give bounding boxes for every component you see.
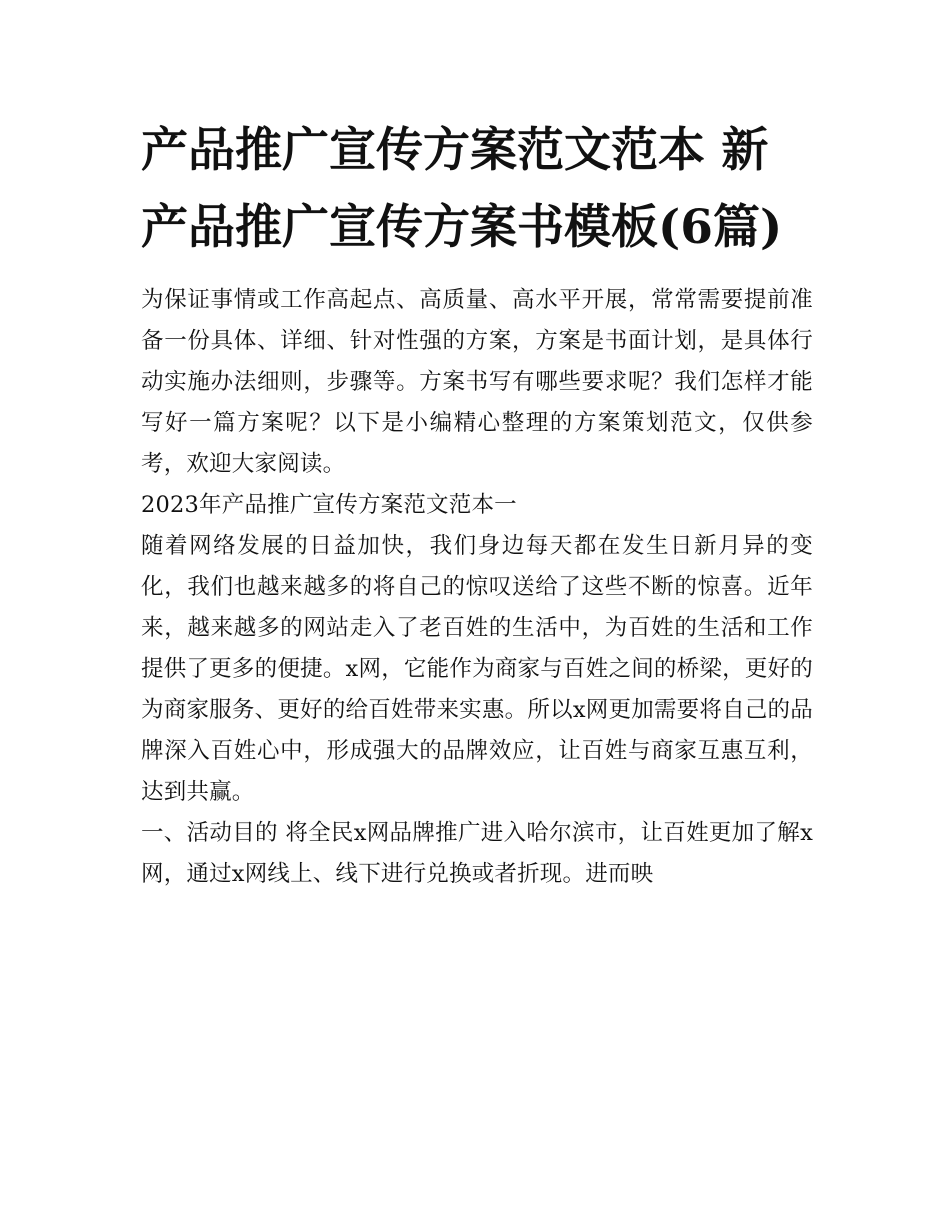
document-title: 产品推广宣传方案范文范本 新产品推广宣传方案书模板(6篇) <box>141 123 783 255</box>
activity-paragraph: 一、活动目的 将全民x网品牌推广进入哈尔滨市，让百姓更加了解x网，通过x网线上、线下进行兑换或者折现。进而映 <box>141 820 813 887</box>
section-heading: 2023年产品推广宣传方案范文范本一 <box>141 492 517 518</box>
document-content <box>141 112 813 895</box>
body-paragraph: 随着网络发展的日益加快，我们身边每天都在发生日新月异的变化，我们也越来越多的将自己的惊叹送给了这些不断的惊喜。近年来，越来越多的网站走入了老百姓的生活中，为百姓的生活和工作提供了更多的便捷。x网，它能作为商家与百姓之间的桥梁，更好的为商家服务、更好的给百姓带来实惠。所以x网更加需要将自己的品牌深入百姓心中，形成强大的品牌效应，让百姓与商家互惠互利，达到共赢。 <box>141 533 813 805</box>
intro-paragraph: 为保证事情或工作高起点、高质量、高水平开展，常常需要提前准备一份具体、详细、针对性强的方案，方案是书面计划，是具体行动实施办法细则，步骤等。方案书写有哪些要求呢？我们怎样才能写好一篇方案呢？以下是小编精心整理的方案策划范文，仅供参考，欢迎大家阅读。 <box>141 287 813 477</box>
